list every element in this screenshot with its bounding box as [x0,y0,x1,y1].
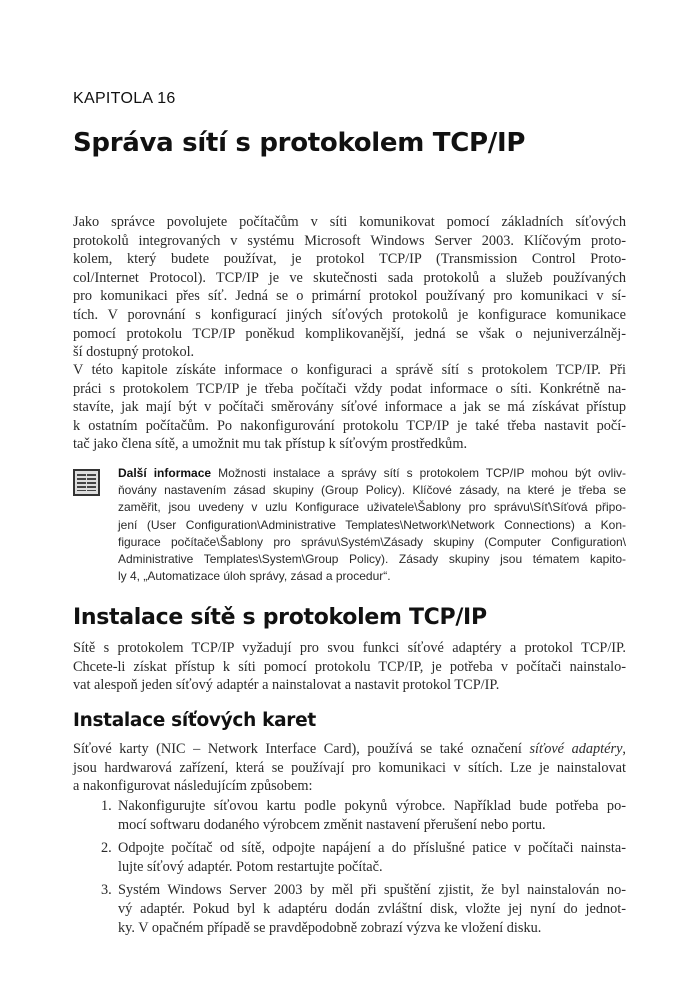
book-icon [73,469,100,496]
text-line: Systém Windows Server 2003 by měl při spuštění zjistit, že byl nainstalován no- [118,882,626,899]
text-line: protokolů integrovaných v systému Microsoft Windows Server 2003. Klíčovým proto- [73,232,626,249]
text-line: pomocí protokolu TCP/IP poněkud komplikovanější, jedná se však o nejuniverzálněj- [73,325,626,342]
text-line: stavíte, jak mají být v počítači směrovány síťové informace a jak se má získávat přístup [73,399,626,416]
text-line: vý adaptér. Pokud byl k adaptéru dodán zvláštní disk, vložte jej nyní do jednot- [118,900,626,917]
text-line: jení (User Configuration\Administrative Templates\Network\Network Connections) a Kon- [118,517,626,532]
step-number: 3. [101,882,112,899]
intro-paragraph-2 [73,361,626,454]
text-line: Administrative Templates\System\Group Policy). Zásady skupiny jsou tématem kapito- [118,552,626,567]
chapter-label: KAPITOLA 16 [73,90,176,107]
text-line: V této kapitole získáte informace o konfiguraci a správě sítí s protokolem TCP/IP. Při [73,362,626,378]
subsection-paragraph [73,740,626,796]
note-label: Další informace [118,466,212,480]
list-item [73,839,626,876]
note-text [118,465,626,585]
subsection-heading: Instalace síťových karet [73,710,316,731]
intro-paragraph-1 [73,213,626,362]
text-line: ky. V opačném případě se pravděpodobně zobrazí výzva ke vložení disku. [118,919,542,936]
text-line: Sítě s protokolem TCP/IP vyžadují pro svou funkci síťové adaptéry a protokol TCP/IP. [73,640,626,656]
text-line: mocí softwaru dodaného výrobcem změnit nastavení přerušení nebo portu. [118,816,546,833]
text-line: tích. V porovnání s konfigurací jiných síťových protokolů je konfigurace komunikace [73,306,626,323]
step-number: 1. [101,798,112,814]
text-line: kolem, který budete používat, je protokol TCP/IP (Transmission Control Proto- [73,251,626,268]
step-number: 2. [101,840,112,857]
text-line: vat alespoň jeden síťový adaptér a nainstalovat a nastavit protokol TCP/IP. [73,677,500,694]
text-line: ly 4, „Automatizace úloh správy, zásad a procedur“. [118,569,391,584]
text-line: figurace počítače\Šablony pro správu\Systém\Zásady skupiny (Computer Configuration\ [118,534,626,549]
text-line: Další informace Možnosti instalace a správy sítí s protokolem TCP/IP mohou být ovliv- [118,466,626,480]
list-item [73,797,626,834]
text-line: Chcete-li získat přístup k síti pomocí protokolu TCP/IP, je potřeba v počítači nainstalo- [73,658,626,675]
section-heading: Instalace sítě s protokolem TCP/IP [73,605,487,630]
text-line: pro komunikaci přes síť. Jedná se o primární protokol používaný pro komunikaci v sí- [73,288,626,305]
text-line: zaměřit, jsou uvedeny v uzlu Konfigurace uživatele\Šablony pro správu\Síť\Síťová připo- [118,500,626,515]
page-title: Správa sítí s protokolem TCP/IP [73,128,526,158]
text-line: tač jako člena sítě, a umožnit mu tak přístup k síťovým prostředkům. [73,436,468,453]
section-paragraph [73,639,626,695]
list-item [73,881,626,937]
text-line: ňovány nastavením zásad skupiny (Group Policy). Klíčové zásady, na které je třeba se [118,483,626,498]
text-line: jsou hardwarová zařízení, která se používají pro komunikaci v sítích. Lze je nainstalovat [73,759,626,776]
text-line: ší dostupný protokol. [73,344,195,361]
text-line: a nakonfigurovat následujícím způsobem: [73,778,313,795]
steps-list [73,797,626,942]
text-line: Jako správce povolujete počítačům v síti komunikovat pomocí základních síťových [73,214,626,230]
text-line: Odpojte počítač od sítě, odpojte napájení a do příslušné patice v počítači nainsta- [118,840,626,857]
text-line: Nakonfigurujte síťovou kartu podle pokynů výrobce. Například bude potřeba po- [118,798,626,814]
text-line: col/Internet Protocol). TCP/IP je ve skutečnosti sada protokolů a služeb používaných [73,269,626,286]
text-line: práci s protokolem TCP/IP je třeba počítači vždy podat informace o síti. Konkrétně na- [73,380,626,397]
text-line: k ostatním počítačům. Po nakonfigurování protokolu TCP/IP je také třeba nastavit počí- [73,417,626,434]
text-line: lujte síťový adaptér. Potom restartujte počítač. [118,858,383,875]
text-line: Síťové karty (NIC – Network Interface Card), používá se také označení síťové adaptéry, [73,741,626,757]
